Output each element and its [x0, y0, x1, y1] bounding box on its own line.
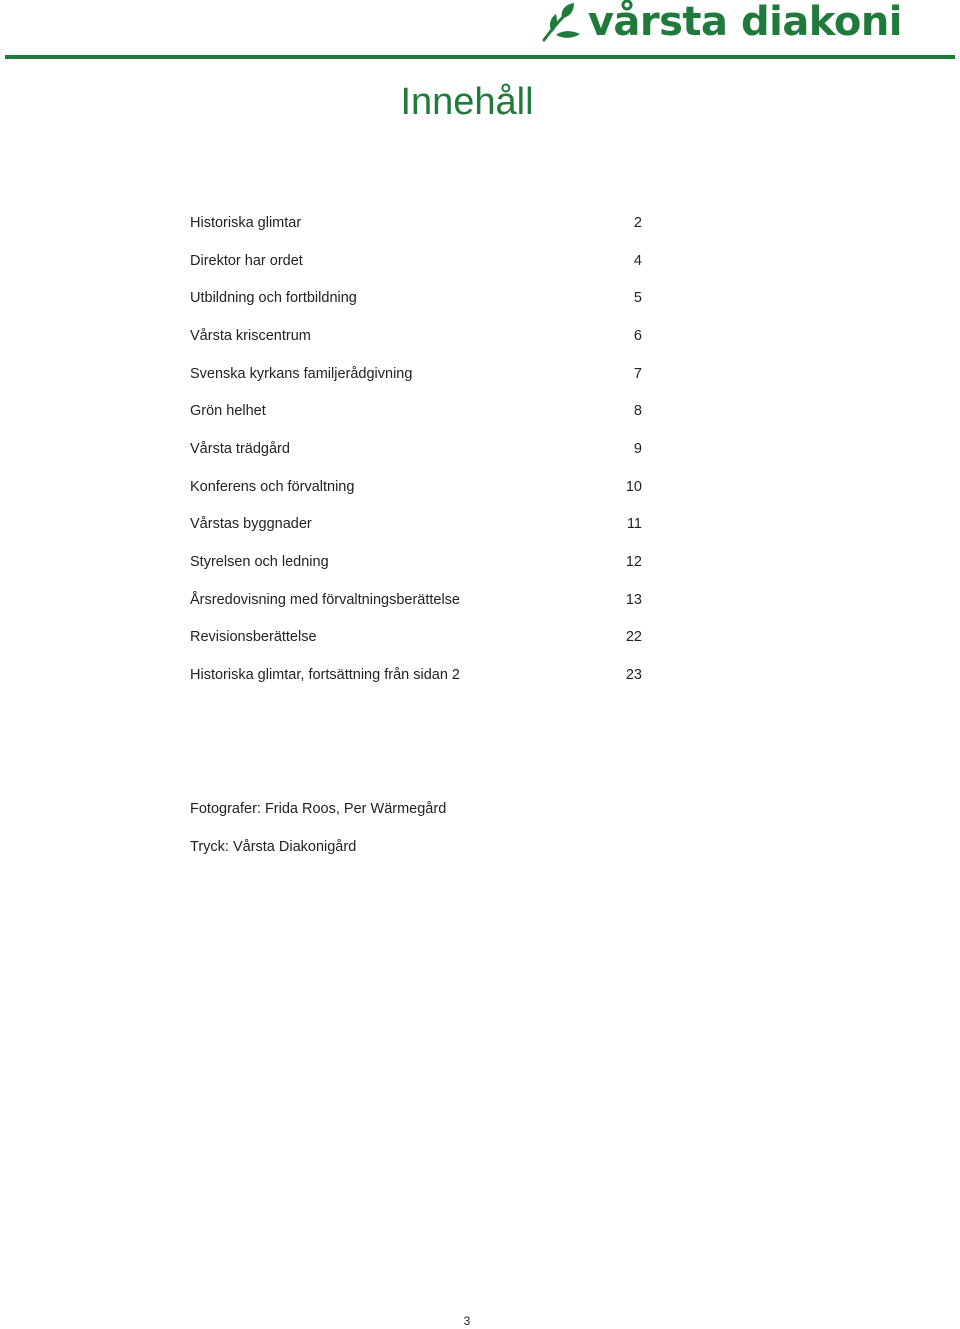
toc-entry-page: 2	[633, 214, 642, 231]
toc-entry-title: Styrelsen och ledning	[190, 554, 329, 571]
toc-entry	[190, 543, 642, 581]
page-number: 3	[463, 1314, 471, 1328]
toc-entry-page: 9	[633, 440, 642, 457]
toc-entry-page: 22	[625, 629, 642, 646]
photographers-credit: Fotografer: Frida Roos, Per Wärmegård	[190, 800, 447, 817]
toc-entry	[190, 242, 642, 280]
toc-entry-page: 13	[625, 591, 642, 608]
print-credit: Tryck: Vårsta Diakonigård	[190, 838, 357, 855]
toc-entry-page: 11	[626, 516, 642, 533]
toc-entry	[190, 204, 642, 242]
credits	[190, 790, 690, 865]
toc-entry-title: Svenska kyrkans familjerådgivning	[190, 365, 413, 382]
toc-entry	[190, 392, 642, 430]
toc-entry-page: 5	[633, 290, 642, 307]
toc-entry-page: 10	[625, 478, 642, 495]
toc-entry-title: Årsredovisning med förvaltningsberättelse	[190, 591, 460, 608]
toc-entry	[190, 619, 642, 657]
header-divider	[5, 55, 955, 59]
toc-entry-title: Historiska glimtar, fortsättning från sidan 2	[190, 667, 460, 684]
toc-entry-page: 7	[633, 365, 642, 382]
toc-entry	[190, 581, 642, 619]
toc-entry	[190, 317, 642, 355]
toc-entry-title: Vårsta trädgård	[190, 440, 290, 457]
leaf-icon	[540, 2, 586, 42]
toc-entry	[190, 656, 642, 694]
logo-text: vårsta diakoni	[587, 0, 902, 45]
toc-entry-page: 23	[625, 667, 642, 684]
toc-entry-title: Vårstas byggnader	[190, 516, 312, 533]
toc-entry	[190, 430, 642, 468]
toc-entry-title: Grön helhet	[190, 403, 266, 420]
toc-entry-title: Vårsta kriscentrum	[190, 327, 311, 344]
toc-entry	[190, 506, 642, 544]
page-title: Innehåll	[400, 81, 534, 123]
toc-entry	[190, 468, 642, 506]
toc-entry-title: Historiska glimtar	[190, 214, 302, 231]
toc-entry-title: Konferens och förvaltning	[190, 478, 355, 495]
toc-entry-page: 4	[633, 252, 642, 269]
logo	[540, 0, 902, 45]
toc-entry-page: 6	[633, 327, 642, 344]
toc-entry-title: Utbildning och fortbildning	[190, 290, 357, 307]
toc-entry-page: 8	[633, 403, 642, 420]
toc-entry	[190, 355, 642, 393]
page-header	[0, 0, 960, 60]
toc-entry-title: Revisionsberättelse	[190, 629, 317, 646]
table-of-contents	[190, 204, 642, 694]
toc-entry	[190, 279, 642, 317]
toc-entry-title: Direktor har ordet	[190, 252, 303, 269]
toc-entry-page: 12	[625, 554, 642, 571]
